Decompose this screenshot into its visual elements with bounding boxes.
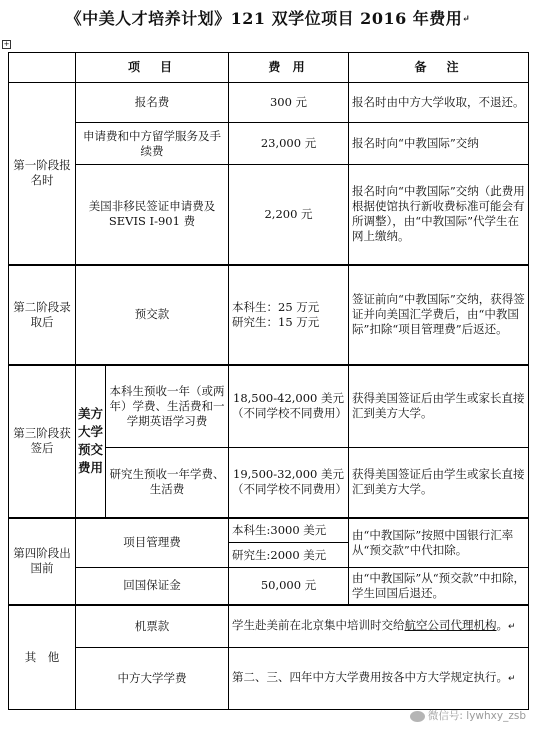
- row-8-note: 由“中教国际”从“预交款”中扣除，学生回国后退还。: [349, 568, 529, 605]
- row-1-fee: 300 元: [229, 83, 349, 123]
- row-8-item: 回国保证金: [76, 568, 229, 605]
- table-row: [9, 265, 529, 365]
- row-1-note: 报名时由中方大学收取，不退还。: [349, 83, 529, 123]
- table-header-row: [9, 53, 529, 83]
- stage-2-label: 第二阶段录取后: [9, 265, 76, 365]
- header-stage-cell: [9, 53, 76, 83]
- paragraph-mark-icon: ↵: [508, 674, 516, 684]
- row-4-item: 预交款: [76, 265, 229, 365]
- row-2-fee: 23,000 元: [229, 123, 349, 165]
- row-7-fee-undergrad: 本科生:3000 美元: [229, 518, 349, 543]
- row-10-note: [229, 648, 529, 710]
- page-title-text: 《中美人才培养计划》121 双学位项目 2016 年费用: [65, 9, 463, 28]
- row-1-item: 报名费: [76, 83, 229, 123]
- table-anchor-icon[interactable]: +: [3, 40, 10, 48]
- row-6-note: 获得美国签证后由学生或家长直接汇到美方大学。: [349, 448, 529, 518]
- table-row: [9, 365, 529, 448]
- table-row: [9, 165, 529, 265]
- row-4-fee: [229, 265, 349, 365]
- row-10-item: 中方大学学费: [76, 648, 229, 710]
- row-7-note: 由“中教国际”按照中国银行汇率从“预交款”中代扣除。: [349, 518, 529, 568]
- wechat-watermark: [410, 708, 526, 723]
- row-9-note-text: 学生赴美前在北京集中培训时交给: [232, 617, 405, 632]
- row-4-fee-grad: 研究生：15 万元: [232, 314, 320, 329]
- table-row: [9, 83, 529, 123]
- paragraph-mark-icon: ↵: [462, 14, 471, 25]
- row-6-item: 研究生预收一年学费、生活费: [106, 448, 229, 518]
- paragraph-mark-icon: ↵: [508, 621, 516, 632]
- fee-table: [8, 52, 529, 710]
- row-10-note-text: 第二、三、四年中方大学费用按各中方大学规定执行。: [232, 670, 509, 684]
- row-8-fee: 50,000 元: [229, 568, 349, 605]
- table-row: [9, 123, 529, 165]
- row-2-note: 报名时向“中教国际”交纳: [349, 123, 529, 165]
- row-9-note: [229, 605, 529, 648]
- row-3-note: 报名时向“中教国际”交纳（此费用根据使馆执行新收费标准可能会有所调整），由“中教国际”代学生在网上缴纳。: [349, 165, 529, 265]
- row-5-fee: 18,500-42,000 美元（不同学校不同费用）: [229, 365, 349, 448]
- row-3-item: 美国非移民签证申请费及 SEVIS I-901 费: [76, 165, 229, 265]
- row-7-fee-grad: 研究生:2000 美元: [229, 543, 349, 568]
- stage-5-label: 其 他: [9, 605, 76, 710]
- header-note: 备 注: [349, 53, 529, 83]
- page-title: [0, 6, 536, 29]
- row-7-item: 项目管理费: [76, 518, 229, 568]
- header-item: 项 目: [76, 53, 229, 83]
- row-4-fee-undergrad: 本科生：25 万元: [232, 299, 320, 314]
- row-6-fee: 19,500-32,000 美元（不同学校不同费用）: [229, 448, 349, 518]
- table-row: [9, 605, 529, 648]
- stage-1-label: 第一阶段报名时: [9, 83, 76, 265]
- row-9-note-end: 。: [496, 617, 509, 632]
- wechat-icon: [410, 711, 425, 722]
- row-5-item: 本科生预收一年（或两年）学费、生活费和一学期英语学习费: [106, 365, 229, 448]
- us-university-prepay-group: 美方大学预交费用: [76, 365, 106, 518]
- table-row: [9, 648, 529, 710]
- row-4-note: 签证前向“中教国际”交纳，获得签证并向美国汇学费后，由“中教国际”扣除“项目管理费”后返还。: [349, 265, 529, 365]
- table-row: [9, 518, 529, 543]
- stage-3-label: 第三阶段获签后: [9, 365, 76, 518]
- table-row: [9, 568, 529, 605]
- row-2-item: 申请费和中方留学服务及手续费: [76, 123, 229, 165]
- airline-agency-link[interactable]: 航空公司代理机构: [404, 617, 497, 632]
- row-3-fee: 2,200 元: [229, 165, 349, 265]
- row-5-note: 获得美国签证后由学生或家长直接汇到美方大学。: [349, 365, 529, 448]
- row-9-item: 机票款: [76, 605, 229, 648]
- header-fee: 费 用: [229, 53, 349, 83]
- wechat-id: 微信号: lywhxy_zsb: [427, 710, 526, 722]
- stage-4-label: 第四阶段出国前: [9, 518, 76, 605]
